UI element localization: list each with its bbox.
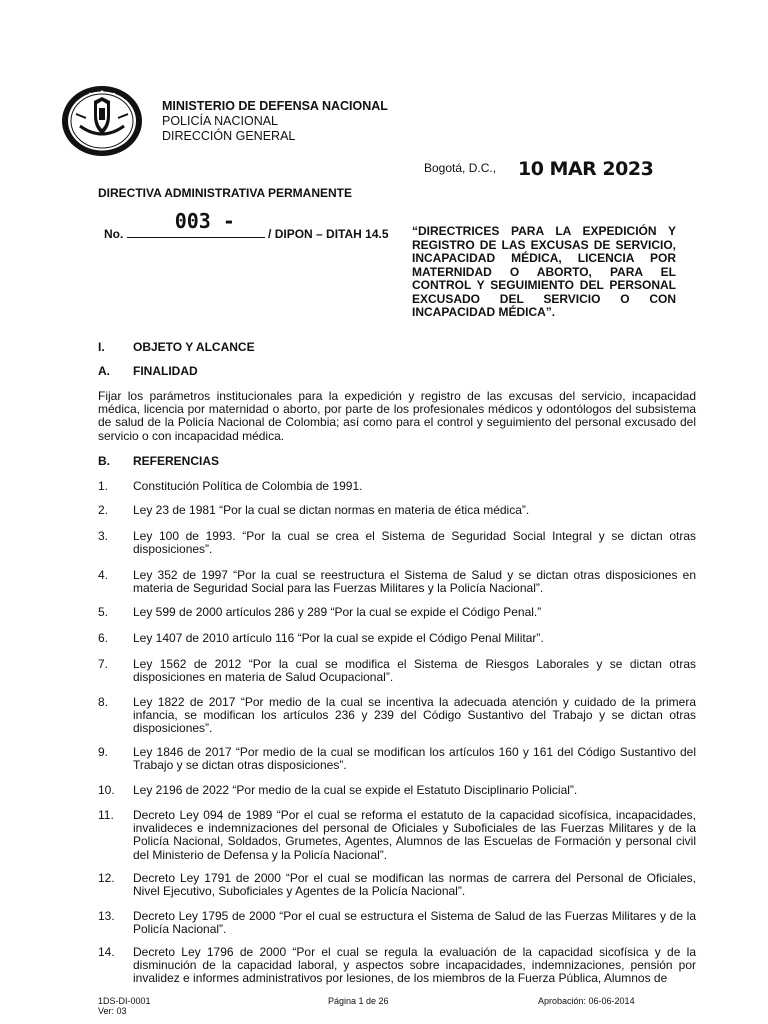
- document-version: Ver: 03: [98, 1006, 127, 1016]
- number-blank-line: [127, 209, 265, 238]
- handwritten-number: 003 -: [174, 209, 235, 233]
- section-heading-finalidad: [98, 364, 198, 378]
- finalidad-paragraph: Fijar los parámetros institucionales para la expedición y registro de las excusas del servicio, incapacidad médica, licencia por maternidad o aborto, por parte de los profesionales médicos y odontólogos del subsistema de salud de la Policía Nacional de Colombia; así como para el control y seguimiento del personal excusado del servicio o con incapacidad médica.: [98, 389, 696, 443]
- reference-text: Decreto Ley 1791 de 2000 “Por el cual se modifican las normas de carrera del Personal de Oficiales, Nivel Ejecutivo, Suboficiales y Agentes de la Policía Nacional”.: [133, 871, 696, 899]
- reference-item: [98, 632, 696, 645]
- section-number: I.: [98, 340, 105, 354]
- reference-text: Constitución Política de Colombia de 1991.: [133, 479, 363, 493]
- reference-text: Decreto Ley 1796 de 2000 “Por el cual se regula la evaluación de la capacidad sicofísica y de la disminución de la capacidad laboral, y aspectos sobre incapacidades, indemnizaciones, pensión por invalidez e informes administrativos por lesiones, de los miembros de la Fuerza Pública, Alumnos de: [133, 945, 696, 986]
- reference-item: [98, 606, 696, 619]
- number-prefix: No.: [104, 227, 124, 241]
- date-place: Bogotá, D.C.,: [424, 161, 497, 175]
- reference-number: 2.: [98, 503, 109, 517]
- reference-item: [98, 910, 696, 936]
- reference-item: [98, 872, 696, 898]
- police-name: POLICÍA NACIONAL: [162, 114, 279, 128]
- reference-item: [98, 746, 696, 772]
- reference-number: 8.: [98, 695, 109, 709]
- section-heading-referencias: [98, 454, 219, 468]
- reference-text: Ley 1846 de 2017 “Por medio de la cual se modifican los artículos 160 y 161 del Código Sustantivo del Trabajo y se dictan otras disposiciones”.: [133, 745, 696, 773]
- directorate-name: DIRECCIÓN GENERAL: [162, 129, 296, 143]
- reference-item: [98, 658, 696, 684]
- reference-number: 14.: [98, 945, 115, 959]
- section-heading-objeto: [98, 340, 255, 354]
- reference-text: Ley 599 de 2000 artículos 286 y 289 “Por la cual se expide el Código Penal.”: [133, 605, 542, 619]
- reference-text: Ley 1822 de 2017 “Por medio de la cual se incentiva la adecuada atención y cuidado de la primera infancia, se modifican los artículos 236 y 239 del Código Sustantivo del Trabajo y se dictan otras disposiciones”.: [133, 695, 696, 736]
- reference-text: Ley 1562 de 2012 “Por la cual se modifica el Sistema de Riesgos Laborales y se dictan otras disposiciones en materia de Salud Ocupacional”.: [133, 657, 696, 685]
- reference-item: [98, 530, 696, 556]
- reference-number: 6.: [98, 631, 109, 645]
- reference-number: 3.: [98, 529, 109, 543]
- reference-text: Ley 2196 de 2022 “Por medio de la cual se expide el Estatuto Disciplinario Policial”.: [133, 783, 578, 797]
- number-suffix: / DIPON – DITAH 14.5: [268, 227, 389, 241]
- reference-number: 7.: [98, 657, 109, 671]
- document-type: DIRECTIVA ADMINISTRATIVA PERMANENTE: [98, 186, 352, 200]
- reference-item: [98, 696, 696, 736]
- reference-number: 1.: [98, 479, 109, 493]
- reference-item: [98, 569, 696, 595]
- reference-number: 9.: [98, 745, 109, 759]
- directive-number: [104, 209, 389, 241]
- reference-number: 5.: [98, 605, 109, 619]
- reference-item: [98, 809, 696, 862]
- reference-text: Ley 1407 de 2010 artículo 116 “Por la cual se expide el Código Penal Militar”.: [133, 631, 544, 645]
- footer-document-code: [98, 996, 151, 1016]
- ministry-name: MINISTERIO DE DEFENSA NACIONAL: [162, 99, 388, 113]
- police-seal-logo: [60, 84, 144, 158]
- reference-number: 4.: [98, 568, 109, 582]
- date-stamp: 10 MAR 2023: [518, 158, 654, 180]
- institution-header: [162, 99, 388, 144]
- reference-item: [98, 784, 696, 797]
- directive-subject: “DIRECTRICES PARA LA EXPEDICIÓN Y REGISTRO DE LAS EXCUSAS DE SERVICIO, INCAPACIDAD MÉDICA, LICENCIA POR MATERNIDAD O ABORTO, PARA EL CONTROL Y SEGUIMIENTO DEL PERSONAL EXCUSADO DEL SERVICIO O CON INCAPACIDAD MÉDICA”.: [412, 224, 676, 319]
- section-number: A.: [98, 364, 110, 378]
- reference-text: Ley 100 de 1993. “Por la cual se crea el Sistema de Seguridad Social Integral y se dictan otras disposiciones”.: [133, 529, 696, 557]
- reference-number: 10.: [98, 783, 115, 797]
- section-title: FINALIDAD: [133, 364, 198, 378]
- reference-item: [98, 946, 696, 986]
- document-code: 1DS-DI-0001: [98, 996, 151, 1006]
- reference-text: Decreto Ley 094 de 1989 “Por el cual se reforma el estatuto de la capacidad sicofísica, incapacidades, invalideces e indemnizaciones del personal de Oficiales y Suboficiales de las Fuerzas Militares y de la Policía Nacional, Soldados, Grumetes, Agentes, Alumnos de las Escuelas de Formación y personal civil del Ministerio de Defensa y la Policía Nacional”.: [133, 808, 696, 862]
- reference-text: Ley 23 de 1981 “Por la cual se dictan normas en materia de ética médica”.: [133, 503, 530, 517]
- section-number: B.: [98, 454, 110, 468]
- reference-text: Decreto Ley 1795 de 2000 “Por el cual se estructura el Sistema de Salud de las Fuerzas Militares y de la Policía Nacional”.: [133, 909, 696, 937]
- page-number: Página 1 de 26: [328, 996, 389, 1006]
- reference-text: Ley 352 de 1997 “Por la cual se reestructura el Sistema de Salud y se dictan otras disposiciones en materia de Seguridad Social para las Fuerzas Militares y la Policía Nacional”.: [133, 568, 696, 596]
- section-title: OBJETO Y ALCANCE: [133, 340, 255, 354]
- approval-date: Aprobación: 06-06-2014: [538, 996, 635, 1006]
- reference-number: 13.: [98, 909, 115, 923]
- reference-number: 12.: [98, 871, 115, 885]
- reference-item: [98, 504, 696, 517]
- reference-item: [98, 480, 696, 493]
- reference-number: 11.: [98, 808, 114, 822]
- section-title: REFERENCIAS: [133, 454, 220, 468]
